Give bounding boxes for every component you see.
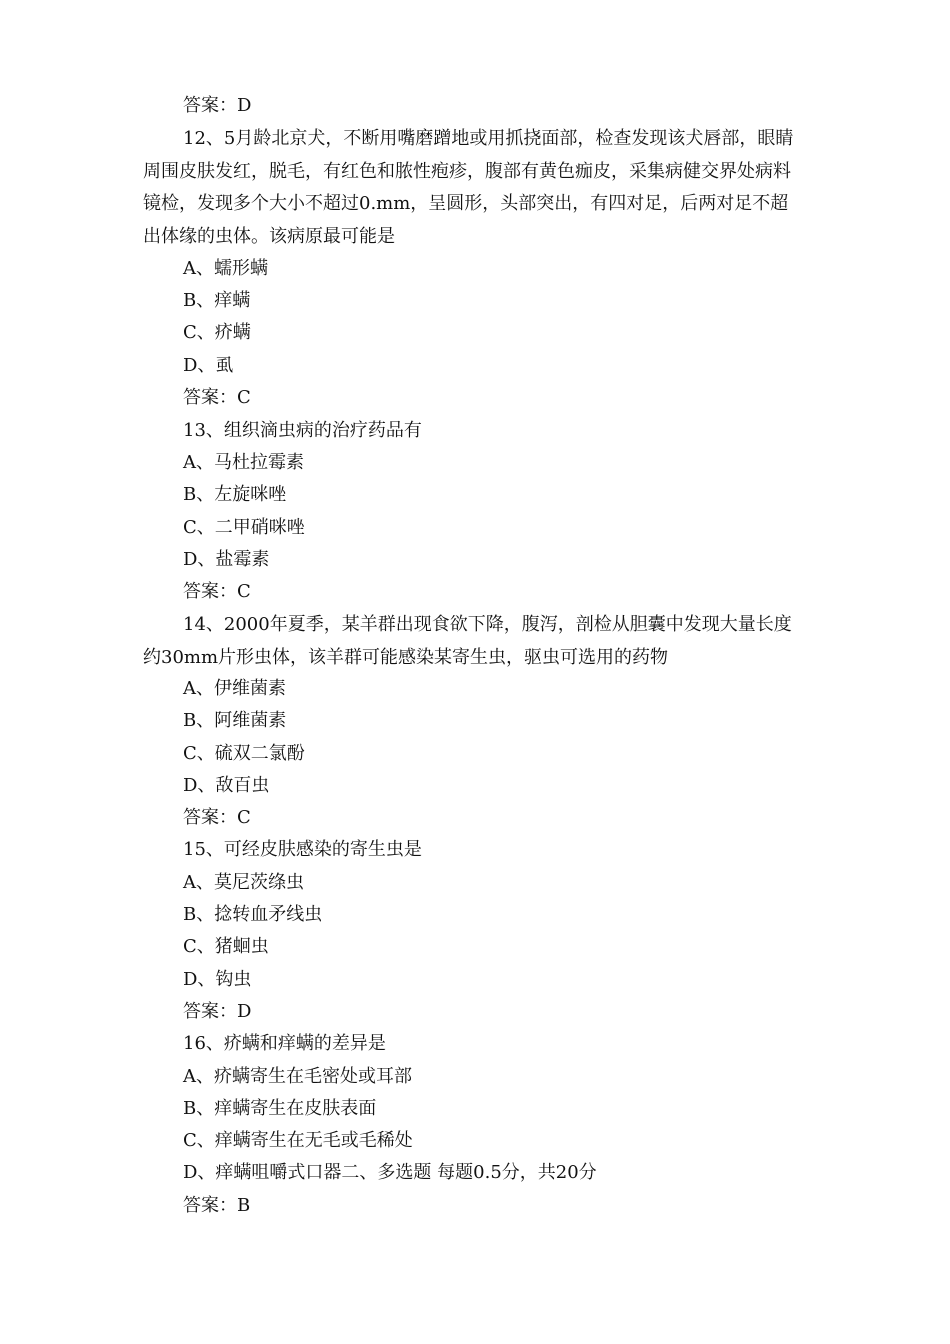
question-text: 13、组织滴虫病的治疗药品有 [183,420,422,441]
option-text: B、左旋咪唑 [183,484,287,505]
question-text: 12、5月龄北京犬，不断用嘴磨蹭地或用抓挠面部，检查发现该犬唇部，眼睛周围皮肤发红，脱毛，有红色和脓性疱疹，腹部有黄色痂皮，采集病健交界处病料镜检，发现多个大小不超过0.mm，呈圆形，头部突出，有四对足，后两对足不超出体缘的虫体。该病原最可能是 [143,128,794,247]
option-text: A、疥螨寄生在毛密处或耳部 [183,1066,412,1087]
option-text: D、钩虫 [183,969,252,990]
option-text: C、猪蛔虫 [183,936,269,957]
question-text: 14、2000年夏季，某羊群出现食欲下降，腹泻，剖检从胆囊中发现大量长度约30mm片形虫体，该羊群可能感染某寄生虫，驱虫可选用的药物 [143,614,792,668]
option-text: A、莫尼茨绦虫 [183,872,304,893]
option-text: C、疥螨 [183,322,251,343]
option-text: A、马杜拉霉素 [183,452,304,473]
option-text: D、痒螨咀嚼式口器二、多选题 每题0.5分，共20分 [183,1162,597,1183]
option-text: B、阿维菌素 [183,710,287,731]
option-text: B、捻转血矛线虫 [183,904,323,925]
answer-text: 答案：D [183,95,252,116]
option-text: C、二甲硝咪唑 [183,517,305,538]
answer-text: 答案：C [183,387,251,408]
option-text: A、伊维菌素 [183,678,286,699]
option-text: D、敌百虫 [183,775,270,796]
option-text: C、痒螨寄生在无毛或毛稀处 [183,1130,413,1151]
option-text: D、盐霉素 [183,549,270,570]
answer-text: 答案：C [183,807,251,828]
question-12-stem [143,123,803,253]
question-14-stem [143,609,803,674]
answer-text: 答案：C [183,581,251,602]
question-text: 16、疥螨和痒螨的差异是 [183,1033,386,1054]
option-text: D、虱 [183,355,234,376]
option-text: B、痒螨寄生在皮肤表面 [183,1098,377,1119]
answer-text: 答案：D [183,1001,252,1022]
option-text: C、硫双二氯酚 [183,743,305,764]
question-text: 15、可经皮肤感染的寄生虫是 [183,839,422,860]
answer-text: 答案：B [183,1195,251,1216]
option-text: B、痒螨 [183,290,251,311]
option-text: A、蠕形螨 [183,258,268,279]
